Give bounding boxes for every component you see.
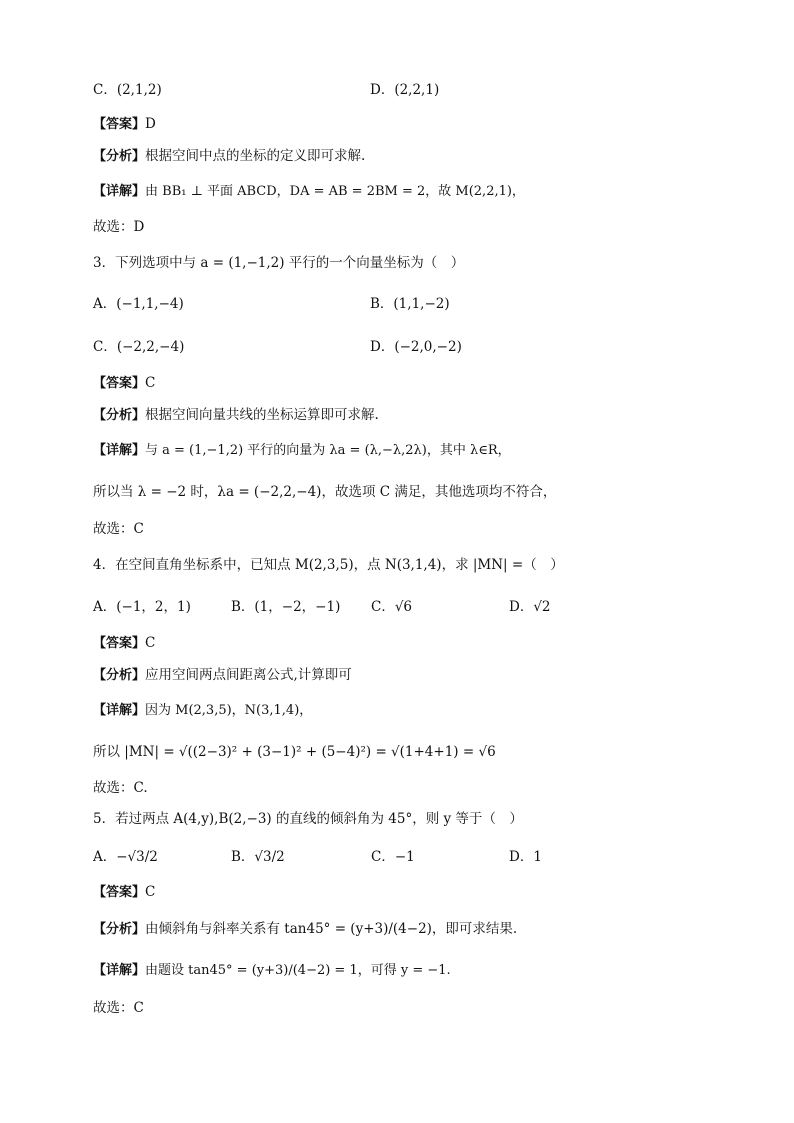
q3-option-d: D．(−2,0,−2) xyxy=(370,339,462,355)
q5-option-a: A．−√3/2 xyxy=(93,849,158,865)
q3-options-row-2 xyxy=(93,337,733,357)
q5-option-d: D．1 xyxy=(509,849,542,865)
answer-tag: 【答案】 xyxy=(93,376,146,391)
detail-text: 由 BB₁ ⊥ 平面 ABCD，DA = AB = 2BM = 2，故 M(2,2,1)， xyxy=(145,184,525,199)
analysis-tag: 【分析】 xyxy=(93,149,146,164)
q5-choice: 故选：C xyxy=(93,1000,144,1016)
detail-tag: 【详解】 xyxy=(93,184,146,199)
q4-detail xyxy=(93,700,312,721)
analysis-text: 由倾斜角与斜率关系有 tan45° = (y+3)/(4−2)，即可求结果. xyxy=(145,921,518,937)
q4-option-b: B．(1，−2，−1) xyxy=(231,599,341,615)
q5-option-b: B．√3/2 xyxy=(231,849,285,865)
q4-detail-2: 所以 |MN| = √((2−3)² + (3−1)² + (5−4)²) = √(1+4+1) = √6 xyxy=(93,744,496,760)
answer-tag: 【答案】 xyxy=(93,117,146,132)
q2-choice: 故选：D xyxy=(93,219,145,235)
analysis-tag: 【分析】 xyxy=(93,922,146,937)
q2-analysis xyxy=(93,146,365,167)
q4-option-d: D．√2 xyxy=(509,599,551,615)
analysis-text: 应用空间两点间距离公式,计算即可 xyxy=(145,667,352,683)
analysis-tag: 【分析】 xyxy=(93,668,146,683)
detail-tag: 【详解】 xyxy=(93,703,146,718)
q5-detail xyxy=(93,960,451,981)
q3-stem: 3．下列选项中与 a = (1,−1,2) 平行的一个向量坐标为（ ） xyxy=(93,255,465,271)
q4-analysis xyxy=(93,665,352,686)
q2-options-row xyxy=(93,80,733,100)
q2-option-c: C．(2,1,2) xyxy=(93,82,162,98)
q4-answer xyxy=(93,633,155,654)
q5-analysis xyxy=(93,919,517,940)
q3-detail-2: 所以当 λ = −2 时，λa = (−2,2,−4)，故选项 C 满足，其他选项均不符合， xyxy=(93,484,557,500)
q4-stem: 4．在空间直角坐标系中，已知点 M(2,3,5)，点 N(3,1,4)，求 |MN| =（ ） xyxy=(93,557,564,573)
q3-answer xyxy=(93,373,155,394)
q4-choice: 故选：C. xyxy=(93,780,148,796)
q2-detail xyxy=(93,181,525,202)
detail-text: 由题设 tan45° = (y+3)/(4−2) = 1，可得 y = −1. xyxy=(145,963,451,978)
analysis-text: 根据空间向量共线的坐标运算即可求解. xyxy=(145,407,379,423)
q4-options-row xyxy=(93,597,733,617)
q2-option-d: D．(2,2,1) xyxy=(370,82,440,98)
analysis-text: 根据空间中点的坐标的定义即可求解. xyxy=(145,148,366,164)
detail-text: 与 a = (1,−1,2) 平行的向量为 λa = (λ,−λ,2λ)，其中 λ∈R， xyxy=(145,443,511,458)
q4-option-a: A．(−1，2，1) xyxy=(93,599,191,615)
q5-option-c: C．−1 xyxy=(371,849,415,865)
q5-options-row xyxy=(93,847,733,867)
q3-option-c: C．(−2,2,−4) xyxy=(93,339,185,355)
q3-choice: 故选：C xyxy=(93,521,144,537)
answer-tag: 【答案】 xyxy=(93,885,146,900)
answer-tag: 【答案】 xyxy=(93,636,146,651)
detail-tag: 【详解】 xyxy=(93,443,146,458)
q5-stem: 5．若过两点 A(4,y),B(2,−3) 的直线的倾斜角为 45°，则 y 等于（ ） xyxy=(93,811,523,827)
answer-value: C xyxy=(145,884,156,900)
q3-detail xyxy=(93,440,511,461)
q2-answer xyxy=(93,114,156,135)
answer-value: D xyxy=(145,116,156,132)
q3-option-a: A．(−1,1,−4) xyxy=(93,296,184,312)
q3-options-row-1 xyxy=(93,294,733,314)
detail-text: 因为 M(2,3,5)，N(3,1,4)， xyxy=(145,703,313,718)
q3-analysis xyxy=(93,405,379,426)
analysis-tag: 【分析】 xyxy=(93,408,146,423)
detail-tag: 【详解】 xyxy=(93,963,146,978)
q4-option-c: C．√6 xyxy=(371,599,413,615)
q5-answer xyxy=(93,882,155,903)
q3-option-b: B．(1,1,−2) xyxy=(370,296,450,312)
answer-value: C xyxy=(145,635,156,651)
answer-value: C xyxy=(145,375,156,391)
